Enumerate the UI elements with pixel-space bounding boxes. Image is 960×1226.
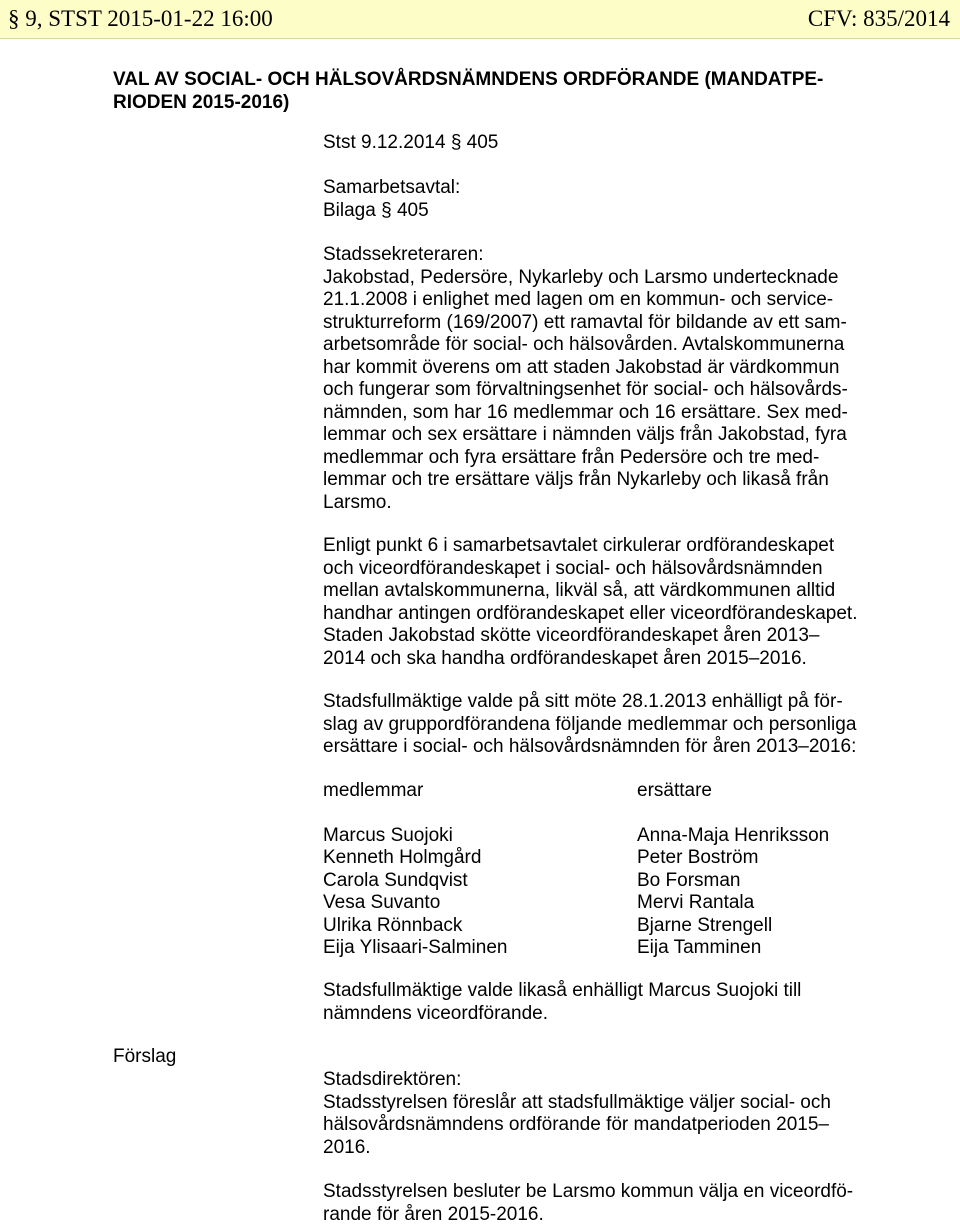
substitute-name: Anna-Maja Henriksson bbox=[637, 825, 829, 848]
document-header bbox=[0, 0, 960, 39]
paragraph-line: Stadsfullmäktige valde på sitt möte 28.1.2013 enhälligt på för- bbox=[323, 691, 893, 714]
member-name: Eija Ylisaari-Salminen bbox=[323, 937, 507, 960]
paragraph-line: har kommit överens om att staden Jakobstad är värdkommun bbox=[323, 357, 893, 380]
paragraph-line: 2016. bbox=[323, 1137, 893, 1160]
paragraph-line: ersättare i social- och hälsovårdsnämnden för åren 2013–2016: bbox=[323, 736, 893, 759]
substitute-name: Bjarne Strengell bbox=[637, 915, 829, 938]
paragraph-line: medlemmar och fyra ersättare från Pedersöre och tre med- bbox=[323, 447, 893, 470]
paragraph-line: Enligt punkt 6 i samarbetsavtalet cirkulerar ordförandeskapet bbox=[323, 535, 893, 558]
members-column bbox=[323, 780, 507, 960]
substitute-name: Mervi Rantala bbox=[637, 892, 829, 915]
agreement-value: Bilaga § 405 bbox=[323, 200, 893, 223]
paragraph-line: 2014 och ska handha ordförandeskapet åren 2015–2016. bbox=[323, 648, 893, 671]
document-title bbox=[113, 68, 873, 114]
secretary-section bbox=[323, 244, 893, 514]
paragraph-line: rande för åren 2015-2016. bbox=[323, 1204, 893, 1226]
substitute-name: Eija Tamminen bbox=[637, 937, 829, 960]
member-name: Ulrika Rönnback bbox=[323, 915, 507, 938]
title-line: VAL AV SOCIAL- OCH HÄLSOVÅRDSNÄMNDENS ORDFÖRANDE (MANDATPE- bbox=[113, 68, 873, 91]
vice-chair-paragraph bbox=[323, 980, 893, 1025]
spacer bbox=[323, 803, 507, 825]
secretary-label: Stadssekreteraren: bbox=[323, 244, 893, 267]
paragraph-line: och viceordförandeskapet i social- och hälsovårdsnämnden bbox=[323, 558, 893, 581]
decision-section bbox=[323, 1181, 893, 1226]
substitute-name: Peter Boström bbox=[637, 847, 829, 870]
paragraph-line: Staden Jakobstad skötte viceordförandeskapet åren 2013– bbox=[323, 625, 893, 648]
paragraph-line: mellan avtalskommunerna, likväl så, att värdkommunen alltid bbox=[323, 580, 893, 603]
agreement-section bbox=[323, 177, 893, 222]
paragraph-line: och fungerar som förvaltningsenhet för social- och hälsovårds- bbox=[323, 379, 893, 402]
paragraph-line: handhar antingen ordförandeskapet eller viceordförandeskapet. bbox=[323, 603, 893, 626]
paragraph-line: Stadsstyrelsen besluter be Larsmo kommun välja en viceordfö- bbox=[323, 1181, 893, 1204]
member-name: Vesa Suvanto bbox=[323, 892, 507, 915]
proposal-label: Stadsdirektören: bbox=[323, 1069, 893, 1092]
substitutes-header: ersättare bbox=[637, 780, 829, 803]
paragraph-line: 21.1.2008 i enlighet med lagen om en kommun- och service- bbox=[323, 289, 893, 312]
case-number: CFV: 835/2014 bbox=[808, 0, 950, 38]
member-name: Carola Sundqvist bbox=[323, 870, 507, 893]
paragraph-line: nämnden, som har 16 medlemmar och 16 ersättare. Sex med- bbox=[323, 402, 893, 425]
paragraph-line: Stadsfullmäktige valde likaså enhälligt Marcus Suojoki till bbox=[323, 980, 893, 1003]
members-header: medlemmar bbox=[323, 780, 507, 803]
rotation-paragraph bbox=[323, 535, 893, 670]
proposal-side-label: Förslag bbox=[113, 1045, 176, 1068]
paragraph-line: hälsovårdsnämndens ordförande för mandatperioden 2015– bbox=[323, 1114, 893, 1137]
spacer bbox=[637, 803, 829, 825]
paragraph-line: lemmar och sex ersättare i nämnden väljs från Jakobstad, fyra bbox=[323, 424, 893, 447]
paragraph-line: Stadsstyrelsen föreslår att stadsfullmäktige väljer social- och bbox=[323, 1092, 893, 1115]
paragraph-line: lemmar och tre ersättare väljs från Nykarleby och likaså från bbox=[323, 469, 893, 492]
substitutes-column bbox=[637, 780, 829, 960]
previous-handling-reference bbox=[323, 132, 893, 155]
title-line: RIODEN 2015-2016) bbox=[113, 91, 873, 114]
election-paragraph bbox=[323, 691, 893, 759]
member-name: Marcus Suojoki bbox=[323, 825, 507, 848]
proposal-section bbox=[323, 1069, 893, 1159]
agreement-label: Samarbetsavtal: bbox=[323, 177, 893, 200]
paragraph-line: strukturreform (169/2007) ett ramavtal för bildande av ett sam- bbox=[323, 312, 893, 335]
paragraph-line: arbetsområde för social- och hälsovården. Avtalskommunerna bbox=[323, 334, 893, 357]
paragraph-line: Larsmo. bbox=[323, 492, 893, 515]
member-name: Kenneth Holmgård bbox=[323, 847, 507, 870]
paragraph-line: nämndens viceordförande. bbox=[323, 1003, 893, 1026]
paragraph-line: Jakobstad, Pedersöre, Nykarleby och Larsmo undertecknade bbox=[323, 267, 893, 290]
paragraph-line: slag av gruppordförandena följande medlemmar och personliga bbox=[323, 714, 893, 737]
substitute-name: Bo Forsman bbox=[637, 870, 829, 893]
meeting-reference: § 9, STST 2015-01-22 16:00 bbox=[8, 0, 273, 38]
reference-line: Stst 9.12.2014 § 405 bbox=[323, 132, 893, 155]
